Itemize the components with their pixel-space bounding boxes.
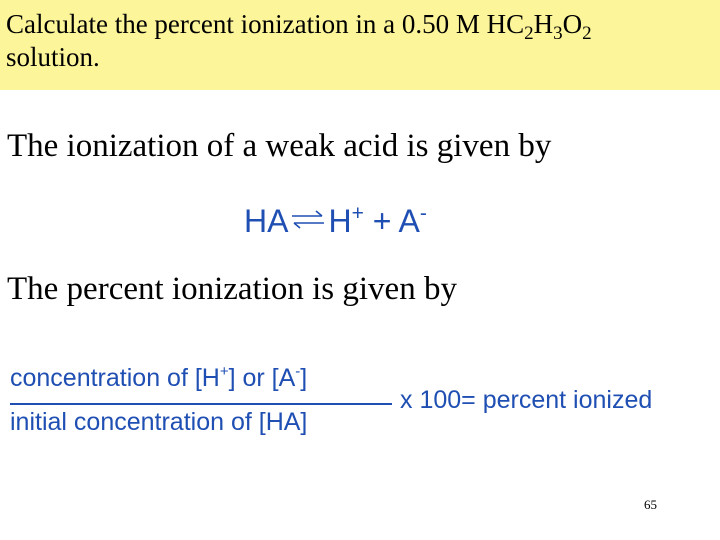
equation-product-h: H <box>328 203 352 239</box>
numerator-a-charge: - <box>295 363 301 380</box>
numerator-h-charge: + <box>219 363 229 380</box>
equilibrium-arrow-icon <box>288 207 328 233</box>
question-line-2: solution. <box>6 42 100 72</box>
numerator-text-1: concentration of [H <box>10 364 220 392</box>
question-line-1 <box>6 8 720 44</box>
question-box <box>0 0 720 90</box>
hydrogen-symbol: H <box>533 9 554 39</box>
equation-reactant: HA <box>244 203 289 239</box>
percent-ionization-intro-text: The percent ionization is given by <box>7 271 457 307</box>
ionization-equation <box>244 203 427 240</box>
fraction-bar <box>10 403 392 405</box>
equation-product-a: A <box>398 203 420 239</box>
numerator-text-2: ] or [A <box>228 364 296 392</box>
formula-numerator <box>10 364 307 393</box>
ionization-intro-text: The ionization of a weak acid is given by <box>7 128 552 164</box>
page-number: 65 <box>644 497 657 512</box>
numerator-text-3: ] <box>300 364 308 392</box>
question-text: Calculate the percent ionization in a 0.50 M HC <box>6 9 525 39</box>
formula-denominator: initial concentration of [HA] <box>10 408 308 436</box>
subscript-o: 2 <box>582 23 592 44</box>
subscript-h: 3 <box>553 23 563 44</box>
equation-plus: + <box>363 203 399 239</box>
a-charge: - <box>419 202 427 225</box>
subscript-c: 2 <box>524 23 534 44</box>
oxygen-symbol: O <box>562 9 583 39</box>
formula-result: x 100= percent ionized <box>400 386 653 414</box>
h-charge: + <box>351 202 364 225</box>
